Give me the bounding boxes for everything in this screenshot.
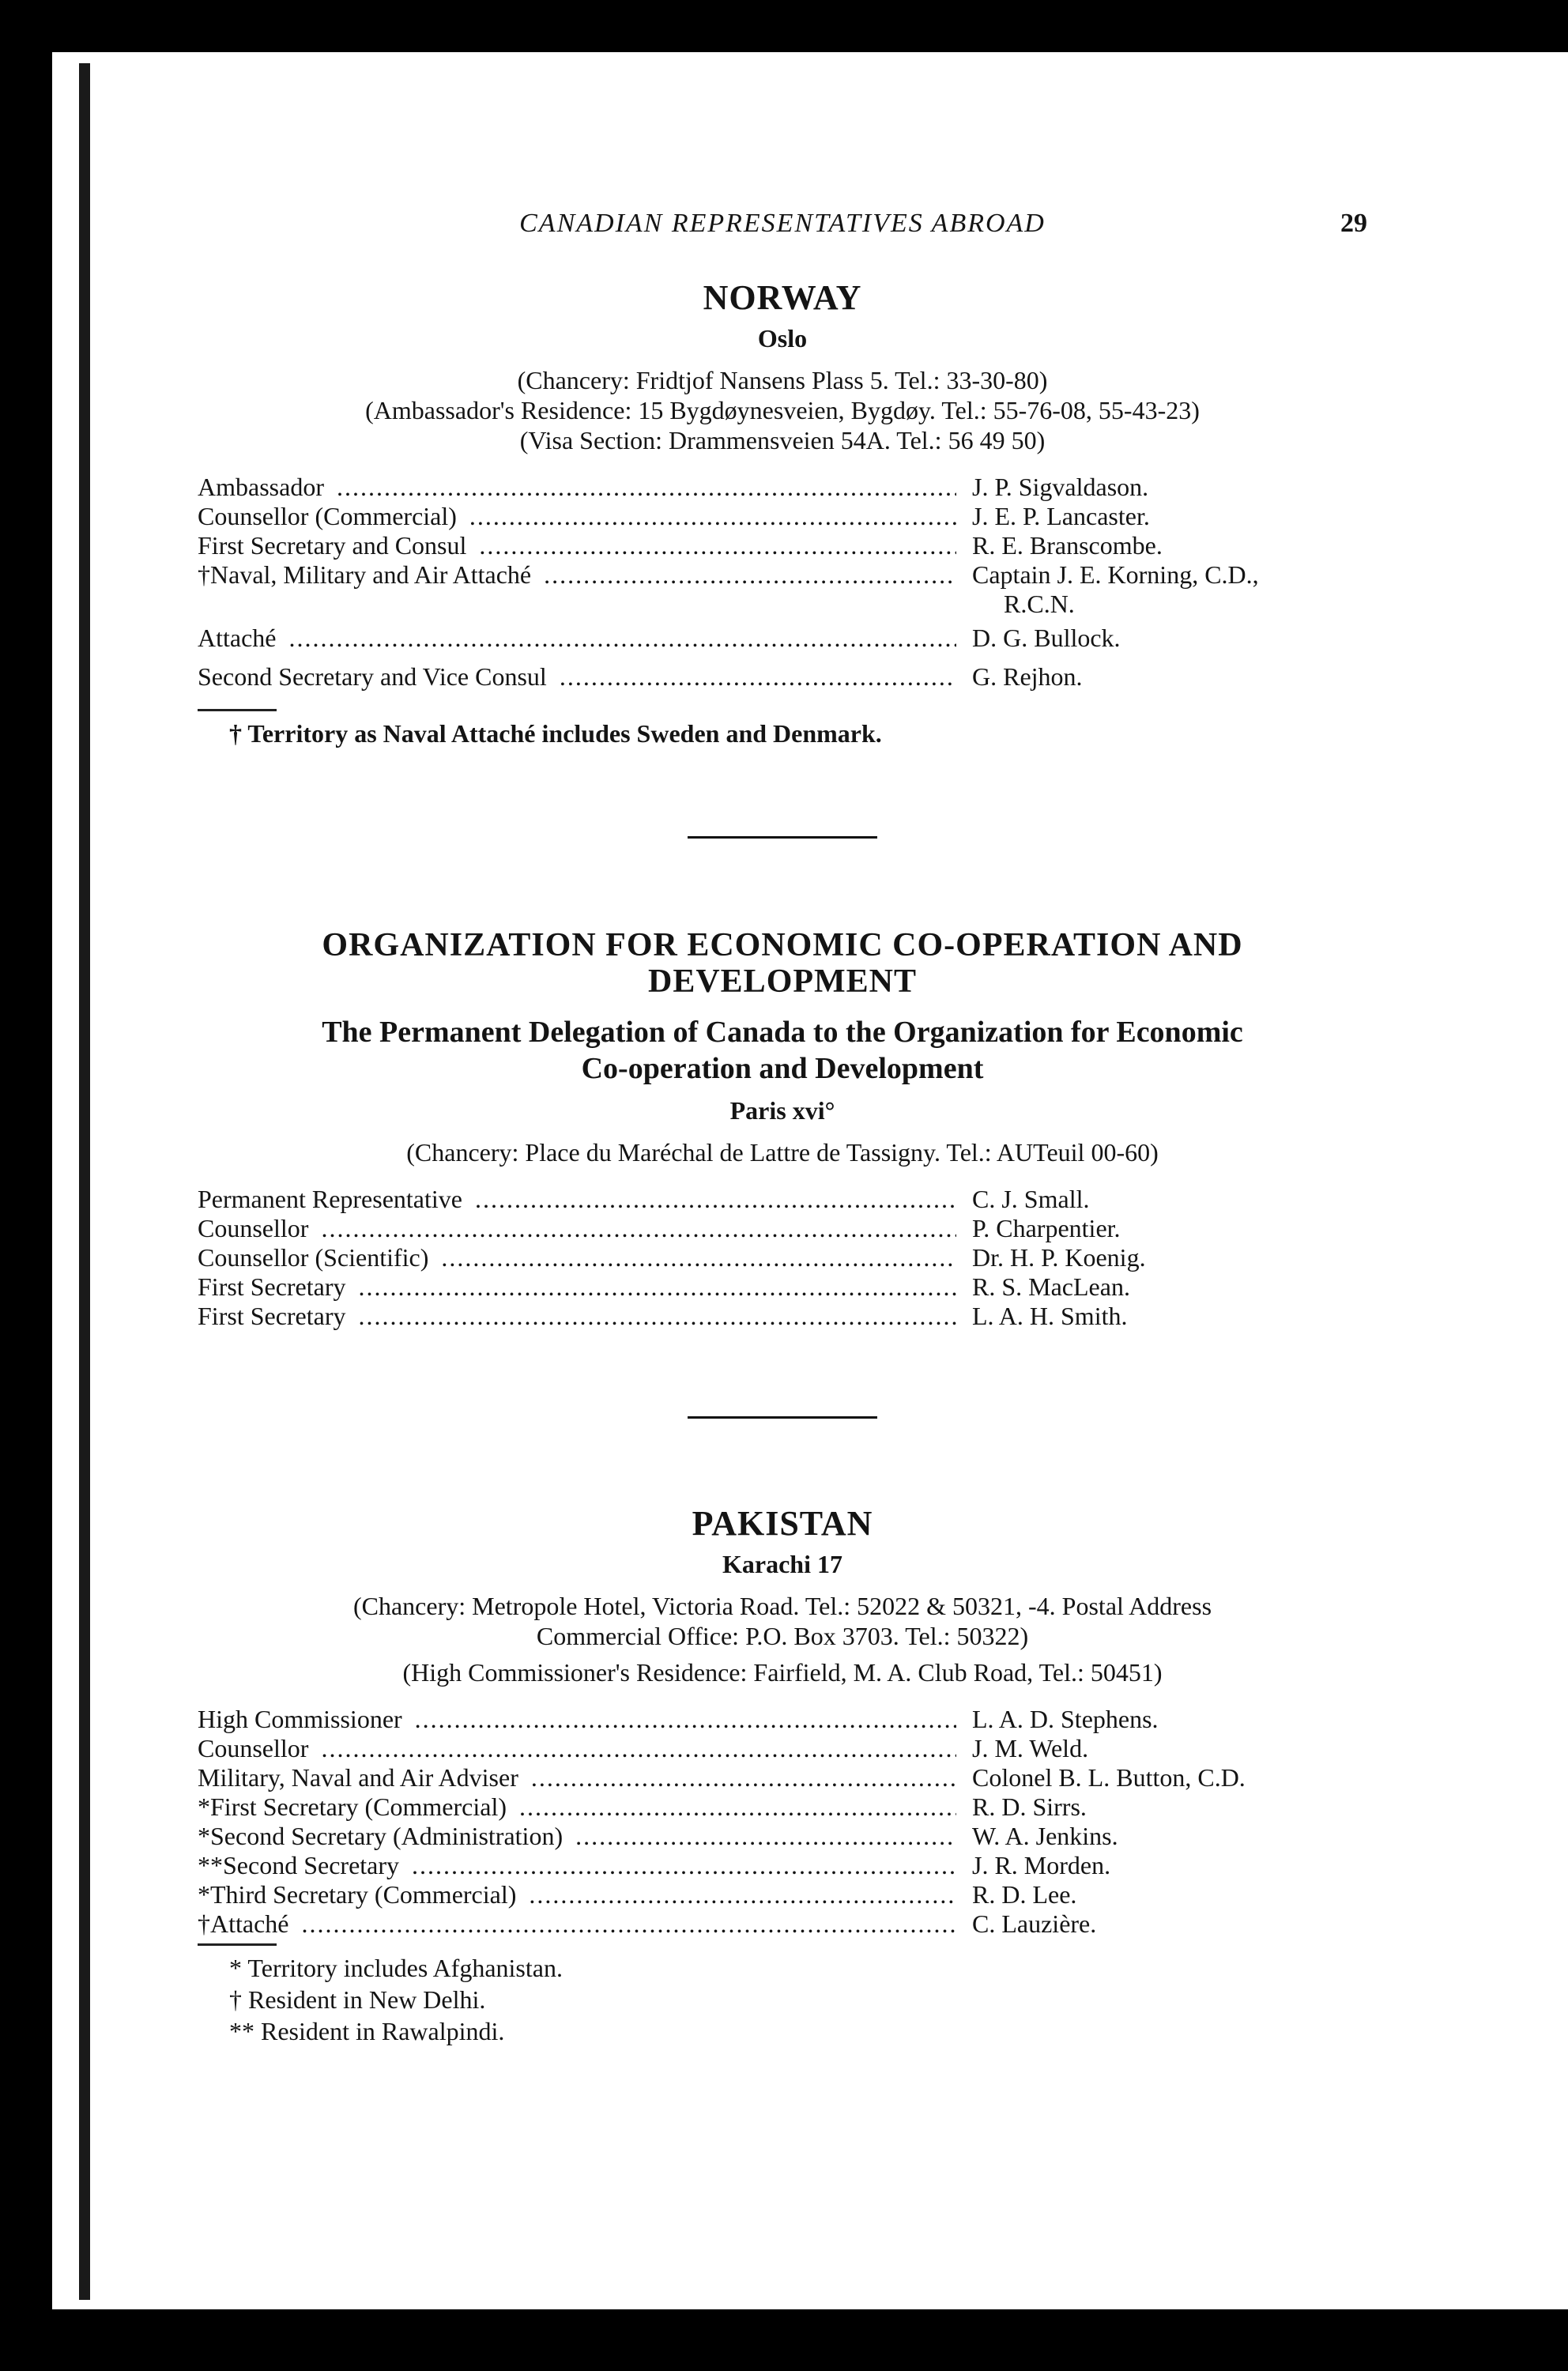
staff-row	[182, 1243, 1383, 1272]
staff-row	[182, 1822, 1383, 1851]
footnote-rule	[198, 709, 277, 711]
staff-row	[182, 531, 1383, 560]
city-heading: Karachi 17	[722, 1550, 842, 1578]
staff-role: Second Secretary and Vice Consul	[198, 662, 552, 691]
staff-row	[182, 1909, 1383, 1939]
staff-role: *Third Secretary (Commercial)	[198, 1880, 521, 1909]
staff-row	[182, 502, 1383, 531]
staff-name: W. A. Jenkins.	[972, 1822, 1118, 1850]
staff-role: Counsellor	[198, 1214, 313, 1242]
staff-row	[182, 1705, 1383, 1734]
staff-role: *Second Secretary (Administration)	[198, 1822, 567, 1850]
staff-role: Counsellor	[198, 1734, 313, 1762]
staff-role: First Secretary	[198, 1272, 351, 1301]
city-heading: Paris xvi°	[729, 1096, 835, 1125]
staff-name: P. Charpentier.	[972, 1214, 1121, 1242]
staff-role: Military, Naval and Air Adviser	[198, 1763, 523, 1792]
staff-role: Permanent Representative	[198, 1185, 467, 1213]
staff-role: First Secretary	[198, 1302, 351, 1330]
staff-name: R. D. Lee.	[972, 1880, 1077, 1909]
footnote: * Territory includes Afghanistan.	[229, 1954, 563, 1982]
address-line: (Visa Section: Drammensveien 54A. Tel.: 56 49 50)	[519, 426, 1046, 454]
address-line: (Ambassador's Residence: 15 Bygdøynesveien, Bygdøy. Tel.: 55-76-08, 55-43-23)	[365, 396, 1200, 424]
page-header	[182, 205, 1383, 253]
organization-heading: ORGANIZATION FOR ECONOMIC CO-OPERATION AND	[322, 927, 1243, 963]
staff-name: Colonel B. L. Button, C.D.	[972, 1763, 1246, 1792]
staff-role: †Attaché	[198, 1909, 294, 1938]
section-divider	[688, 836, 877, 839]
delegation-title-line: The Permanent Delegation of Canada to the Organization for Economic	[322, 1016, 1243, 1049]
staff-role: Ambassador	[198, 473, 329, 501]
staff-row	[182, 624, 1383, 653]
staff-role: High Commissioner	[198, 1705, 407, 1733]
section-norway	[182, 277, 1383, 749]
staff-row	[182, 1302, 1383, 1331]
staff-name: J. M. Weld.	[972, 1734, 1089, 1762]
staff-name: Captain J. E. Korning, C.D.,	[972, 560, 1259, 589]
page-number: 29	[1340, 209, 1367, 238]
section-divider	[688, 1416, 877, 1419]
staff-name: R. E. Branscombe.	[972, 531, 1163, 560]
staff-name: J. P. Sigvaldason.	[972, 473, 1149, 501]
staff-role: **Second Secretary	[198, 1851, 404, 1879]
staff-name: Dr. H. P. Koenig.	[972, 1243, 1146, 1272]
staff-row	[182, 1214, 1383, 1243]
staff-name: J. E. P. Lancaster.	[972, 502, 1150, 530]
staff-role: *First Secretary (Commercial)	[198, 1792, 511, 1821]
staff-row	[182, 473, 1383, 502]
staff-name: L. A. D. Stephens.	[972, 1705, 1159, 1733]
staff-name: C. Lauzière.	[972, 1909, 1097, 1938]
country-heading: PAKISTAN	[692, 1504, 873, 1543]
organization-heading-continued: DEVELOPMENT	[647, 963, 918, 1000]
footnote-rule	[198, 1943, 277, 1946]
staff-list	[182, 473, 1383, 692]
address-line: (Chancery: Metropole Hotel, Victoria Road. Tel.: 52022 & 50321, -4. Postal Address	[352, 1592, 1212, 1620]
footnote: † Territory as Naval Attaché includes Sweden and Denmark.	[229, 719, 882, 748]
city-heading: Oslo	[757, 324, 808, 352]
staff-row	[182, 1792, 1383, 1822]
address-line: (High Commissioner's Residence: Fairfield, M. A. Club Road, Tel.: 50451)	[402, 1658, 1163, 1687]
staff-role: First Secretary and Consul	[198, 531, 471, 560]
staff-list	[182, 1705, 1383, 1939]
staff-row	[182, 1763, 1383, 1792]
staff-name: J. R. Morden.	[972, 1851, 1111, 1879]
staff-row	[182, 662, 1383, 692]
delegation-title	[182, 1014, 1383, 1087]
staff-name: R. D. Sirrs.	[972, 1792, 1087, 1821]
footnote: † Resident in New Delhi.	[229, 1985, 486, 2014]
staff-name: R. S. MacLean.	[972, 1272, 1130, 1301]
staff-role: Counsellor (Scientific)	[198, 1243, 433, 1272]
binding-edge	[79, 63, 90, 2300]
staff-row	[182, 1734, 1383, 1763]
delegation-title-line: Co-operation and Development	[581, 1052, 984, 1085]
staff-row	[182, 1185, 1383, 1214]
address-line: (Chancery: Fridtjof Nansens Plass 5. Tel.: 33-30-80)	[517, 366, 1048, 394]
staff-row	[182, 1880, 1383, 1909]
scan-border-left	[0, 0, 52, 2371]
staff-name: D. G. Bullock.	[972, 624, 1121, 652]
staff-list	[182, 1185, 1383, 1331]
staff-name: L. A. H. Smith.	[972, 1302, 1128, 1330]
staff-name-continued: R.C.N.	[1004, 590, 1075, 618]
staff-role: Counsellor (Commercial)	[198, 502, 462, 530]
country-heading: NORWAY	[703, 278, 862, 317]
staff-name: G. Rejhon.	[972, 662, 1083, 691]
staff-row	[182, 1272, 1383, 1302]
section-oecd	[182, 927, 1383, 1331]
scan-border-bottom	[0, 2309, 1568, 2371]
document-page	[182, 205, 1383, 2047]
address-line: (Chancery: Place du Maréchal de Lattre de Tassigny. Tel.: AUTeuil 00-60)	[406, 1138, 1159, 1167]
address-line: Commercial Office: P.O. Box 3703. Tel.: 50322)	[536, 1622, 1029, 1650]
scan-border-top	[0, 0, 1568, 52]
staff-role: Attaché	[198, 624, 281, 652]
staff-row	[182, 560, 1383, 619]
footnote: ** Resident in Rawalpindi.	[229, 2017, 505, 2045]
staff-name: C. J. Small.	[972, 1185, 1090, 1213]
staff-row	[182, 1851, 1383, 1880]
staff-role: †Naval, Military and Air Attaché	[198, 560, 536, 589]
running-title: CANADIAN REPRESENTATIVES ABROAD	[519, 209, 1046, 238]
section-pakistan	[182, 1502, 1383, 2047]
